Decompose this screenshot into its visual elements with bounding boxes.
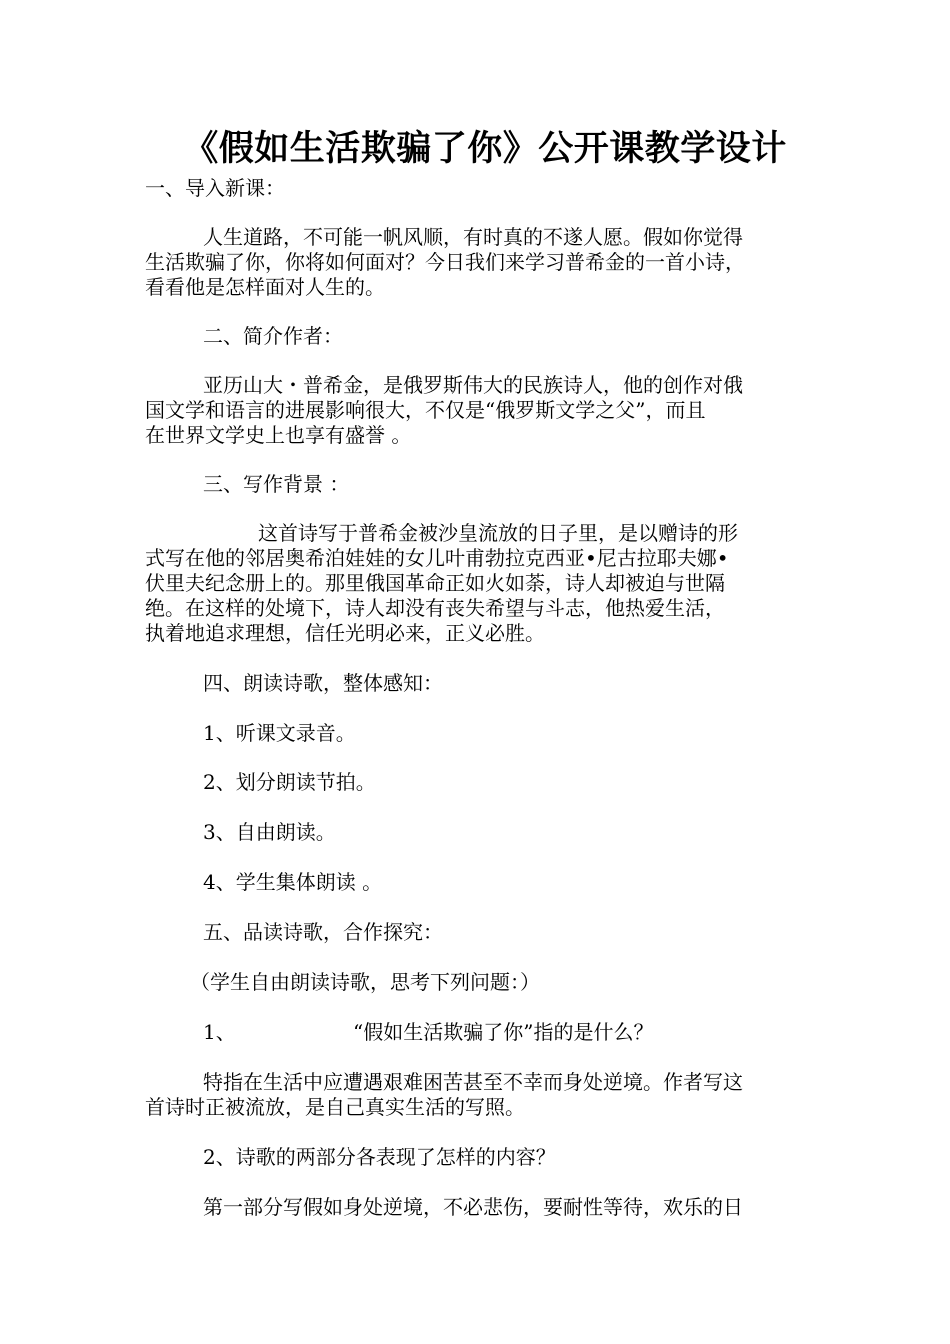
document-title: 《假如生活欺骗了你》公开课教学设计 — [183, 128, 787, 169]
paragraph-line: 亚历山大・普希金，是俄罗斯伟大的民族诗人，他的创作对俄 — [203, 373, 743, 397]
paragraph-line: 伏里夫纪念册上的。那里俄国革命正如火如荼，诗人却被迫与世隔 — [145, 571, 725, 595]
paragraph-line: 看看他是怎样面对人生的。 — [145, 275, 385, 299]
paragraph-line: 执着地追求理想，信任光明必来，正义必胜。 — [145, 621, 545, 645]
list-item: 3、自由朗读。 — [203, 820, 336, 844]
paragraph-line: 在世界文学史上也享有盛誉 。 — [145, 423, 412, 447]
section-heading-exploration: 五、品读诗歌，合作探究： — [203, 920, 443, 944]
section-heading-intro: 一、导入新课： — [145, 176, 285, 200]
paragraph-line: 人生道路，不可能一帆风顺，有时真的不遂人愿。假如你觉得 — [203, 225, 743, 249]
answer-paragraph: 第一部分写假如身处逆境，不必悲伤，要耐性等待，欢乐的日 — [203, 1195, 743, 1219]
instruction-note: （学生自由朗读诗歌，思考下列问题：） — [190, 970, 540, 994]
section-heading-background: 三、写作背景 ： — [203, 472, 350, 496]
list-item: 4、学生集体朗读 。 — [203, 870, 383, 894]
list-item: 1、听课文录音。 — [203, 721, 356, 745]
section-heading-reading: 四、朗读诗歌，整体感知： — [203, 671, 443, 695]
question-number: 1、 — [203, 1020, 236, 1044]
paragraph-line: 式写在他的邻居奥希泊娃娃的女儿叶甫勃拉克西亚•尼古拉耶夫娜• — [145, 546, 729, 570]
paragraph-line: 这首诗写于普希金被沙皇流放的日子里，是以赠诗的形 — [258, 521, 738, 545]
question-text: “假如生活欺骗了你”指的是什么？ — [353, 1020, 654, 1044]
paragraph-line: 首诗时正被流放，是自己真实生活的写照。 — [145, 1095, 525, 1119]
list-item: 2、划分朗读节拍。 — [203, 770, 376, 794]
section-heading-author: 二、简介作者： — [203, 324, 343, 348]
paragraph-line: 国文学和语言的进展影响很大，不仅是“俄罗斯文学之父”，而且 — [145, 398, 706, 422]
paragraph-line: 生活欺骗了你，你将如何面对？今日我们来学习普希金的一首小诗， — [145, 250, 745, 274]
question-item: 2、诗歌的两部分各表现了怎样的内容？ — [203, 1145, 556, 1169]
paragraph-line: 特指在生活中应遭遇艰难困苦甚至不幸而身处逆境。作者写这 — [203, 1070, 743, 1094]
paragraph-line: 绝。在这样的处境下，诗人却没有丧失希望与斗志，他热爱生活， — [145, 596, 725, 620]
